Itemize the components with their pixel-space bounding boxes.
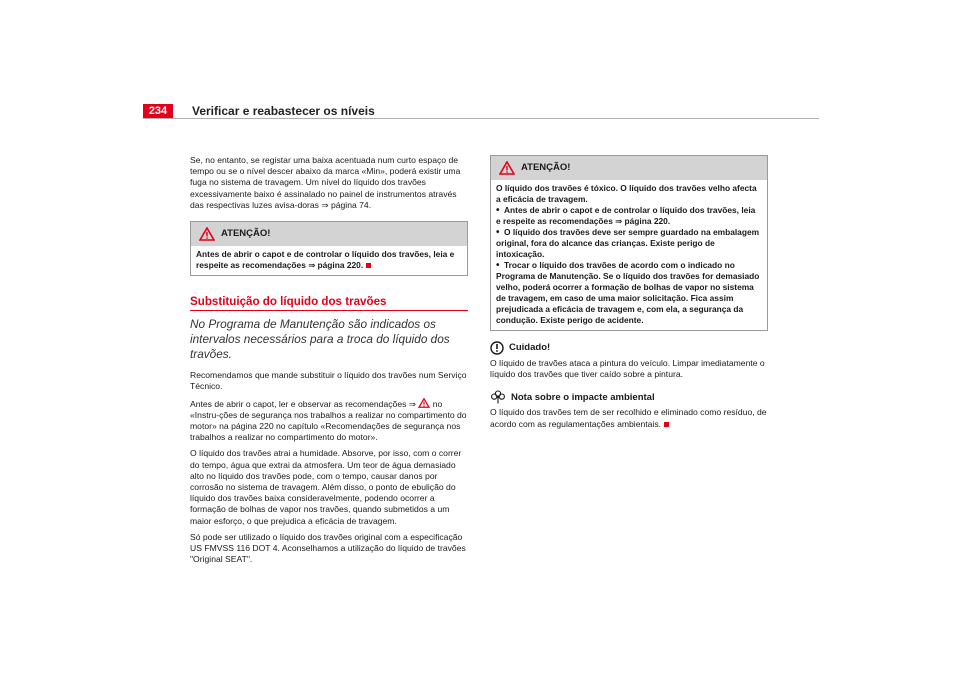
environment-text-wrap xyxy=(490,407,768,429)
warning-lead: O líquido dos travões é tóxico. O líquido dos travões velho afecta a eficácia de travagem. xyxy=(496,183,757,204)
warning-box-header xyxy=(491,156,767,180)
environment-flower-icon xyxy=(490,390,506,404)
warning-triangle-icon xyxy=(418,398,430,408)
section-intro: No Programa de Manutenção são indicados os intervalos necessários para a troca do líquido dos travões. xyxy=(190,317,450,362)
running-title: Verificar e reabastecer os níveis xyxy=(192,104,375,118)
warning-box xyxy=(190,221,468,276)
section-rule xyxy=(190,310,468,311)
paragraph-part: Antes de abrir o capot, ler e observar as recomendações ⇒ xyxy=(190,398,416,409)
bullet-icon: • xyxy=(496,227,500,238)
left-column xyxy=(190,155,468,570)
paragraph: O líquido dos travões atrai a humidade. Absorve, por isso, com o correr do tempo, água que extrai da atmosfera. Um teor de água demasiado alto no líquido dos travões pode, com o tempo, causar danos por corrosão no sistema de travagem. Além disso, o ponto de ebulição do líquido dos travões baixa consideravelmente, podendo ocorrer a formação de bolhas de vapor nos travões, quando submetidos a um maior esforço, o que prejudica a eficácia de travagem. xyxy=(190,448,462,526)
warning-triangle-icon xyxy=(199,227,215,241)
bullet-icon: • xyxy=(496,205,500,216)
environment-heading xyxy=(490,390,768,404)
environment-text: O líquido dos travões tem de ser recolhido e eliminado como resíduo, de acordo com as regulamentações ambientais. xyxy=(490,407,767,429)
paragraph-part: no «Instru-ções de segurança nos trabalhos a realizar no compartimento do motor» na página 220 no capítulo «Recomendações de segurança nos trabalhos a realizar no compartimento do motor». xyxy=(190,398,467,443)
right-column xyxy=(490,155,768,435)
warning-title: ATENÇÃO! xyxy=(521,162,571,174)
warning-box xyxy=(490,155,768,331)
warning-triangle-icon xyxy=(499,161,515,175)
warning-text-wrap xyxy=(191,246,467,275)
page-number: 234 xyxy=(143,104,173,118)
caution-text: O líquido de travões ataca a pintura do veículo. Limpar imediatamente o líquido dos travões que tiver caído sobre a pintura. xyxy=(490,358,765,380)
header-rule xyxy=(143,118,819,119)
caution-exclamation-icon xyxy=(490,341,504,355)
warning-bullet xyxy=(496,205,762,227)
warning-bullet-text: Antes de abrir o capot e de controlar o líquido dos travões, leia e respeite as recomendações ⇒ página 220. xyxy=(496,205,756,226)
paragraph: Recomendamos que mande substituir o líquido dos travões num Serviço Técnico. xyxy=(190,370,467,392)
warning-bullet-text: Trocar o líquido dos travões de acordo com o indicado no Programa de Manutenção. Se o líquido dos travões for demasiado velho, poderá ocorrer a formação de bolhas de vapor no sistema de travagem, em caso de uma maior solicitação. Fica assim prejudicada a eficácia de travagem e, com ela, a segurança da condução. Existe perigo de acidente. xyxy=(496,260,760,325)
paragraph: Se, no entanto, se registar uma baixa acentuada num curto espaço de tempo ou se o nível descer abaixo da marca «Min», poderá existir uma fuga no sistema de travagem. Um nível do líquido dos travões excessivamente baixo é assinalado no painel de instrumentos através das respectivas luzes avisa-doras ⇒ página 74. xyxy=(190,155,461,210)
section-heading: Substituição do líquido dos travões xyxy=(190,295,387,309)
paragraph: Só pode ser utilizado o líquido dos travões original com a especificação US FMVSS 116 DOT 4. Aconselhamos a utilização do líquido de travões "Original SEAT". xyxy=(190,531,466,565)
bullet-icon: • xyxy=(496,260,500,271)
warning-bullet xyxy=(496,260,762,326)
warning-bullet-text: O líquido dos travões deve ser sempre guardado na embalagem original, fora do alcance das crianças. Existe perigo de intoxicação. xyxy=(496,227,760,259)
caution-heading xyxy=(490,341,768,355)
warning-title: ATENÇÃO! xyxy=(221,228,271,240)
warning-bullet xyxy=(496,227,762,260)
caution-title: Cuidado! xyxy=(509,342,551,354)
warning-text-wrap xyxy=(491,180,767,330)
environment-title: Nota sobre o impacte ambiental xyxy=(511,391,655,403)
paragraph xyxy=(190,398,468,444)
end-square-icon xyxy=(366,263,371,268)
warning-box-header xyxy=(191,222,467,246)
warning-text: Antes de abrir o capot e de controlar o líquido dos travões, leia e respeite as recomendações ⇒ página 220. xyxy=(196,249,455,271)
end-square-icon xyxy=(664,422,669,427)
